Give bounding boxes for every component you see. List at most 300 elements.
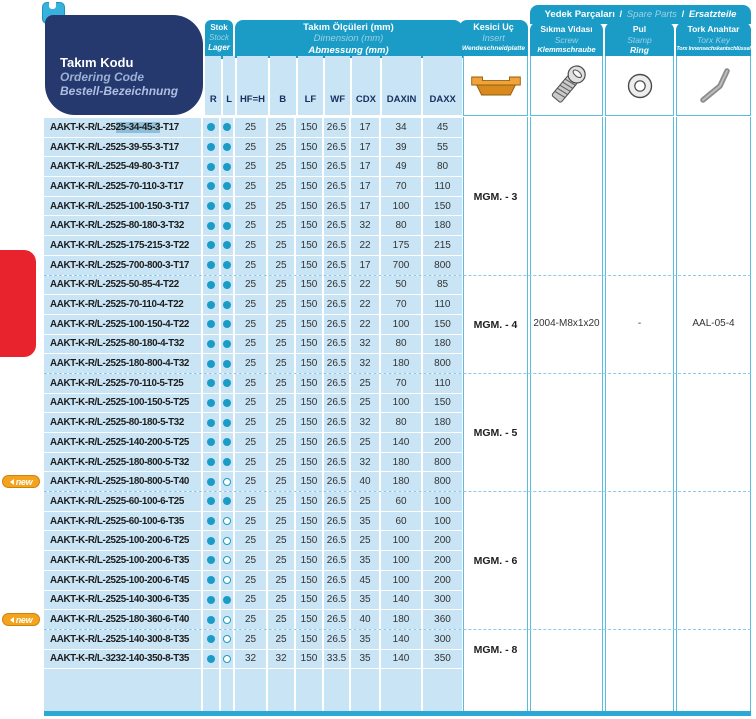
stock-dot-filled	[207, 222, 215, 230]
tool-code: AAKT-K-R/L-2525-175-215-3-T22	[44, 236, 201, 255]
stock-r-cell	[203, 610, 219, 629]
stock-r-cell	[203, 492, 219, 511]
dim-value: 25	[351, 492, 379, 511]
tool-code: AAKT-K-R/L-2525-700-800-3-T17	[44, 256, 201, 275]
dim-value: 150	[296, 236, 322, 255]
dim-value: 110	[423, 295, 462, 314]
dim-value: 40	[351, 610, 379, 629]
dim-value: 50	[381, 276, 421, 295]
dim-value: 25	[235, 630, 266, 649]
dim-value: 26.5	[324, 413, 349, 432]
stock-r-cell	[203, 650, 219, 669]
stock-dot-filled	[207, 379, 215, 387]
stock-dot-filled	[207, 281, 215, 289]
dim-value: 140	[381, 630, 421, 649]
stock-r-cell	[203, 551, 219, 570]
dim-value: 25	[268, 118, 294, 137]
table-row	[44, 571, 462, 591]
dim-value: 25	[235, 531, 266, 550]
table-row	[44, 177, 462, 197]
dim-value: 26.5	[324, 610, 349, 629]
dim-value: 25	[268, 374, 294, 393]
dim-value: 26.5	[324, 531, 349, 550]
stock-de: Lager	[208, 42, 230, 52]
dim-value: 25	[268, 512, 294, 531]
table-row	[44, 118, 462, 138]
stock-l-cell	[221, 197, 233, 216]
dim-value: 100	[381, 197, 421, 216]
tool-code: AAKT-K-R/L-2525-70-110-4-T22	[44, 295, 201, 314]
dim-value: 150	[423, 315, 462, 334]
stock-dot-filled	[207, 616, 215, 624]
table-row	[44, 650, 462, 670]
stock-dot-filled	[223, 202, 231, 210]
tool-code: AAKT-K-R/L-2525-100-200-6-T45	[44, 571, 201, 590]
dim-value: 25	[235, 197, 266, 216]
stock-l-cell	[221, 236, 233, 255]
dim-value: 49	[381, 157, 421, 176]
tool-code: AAKT-K-R/L-2525-49-80-3-T17	[44, 157, 201, 176]
dim-value: 35	[351, 551, 379, 570]
dim-value: 100	[381, 394, 421, 413]
torx-de: Torx Innensechskantschlüssel	[676, 46, 751, 53]
stock-dot-filled	[207, 497, 215, 505]
stock-r-cell	[203, 295, 219, 314]
dim-value: 35	[351, 591, 379, 610]
stock-l-cell	[221, 413, 233, 432]
dim-value: 32	[351, 335, 379, 354]
dim-value: 26.5	[324, 472, 349, 491]
dim-value: 25	[235, 354, 266, 373]
dim-value: 150	[296, 374, 322, 393]
table-row	[44, 591, 462, 611]
torx-value: AAL-05-4	[692, 318, 735, 329]
torx-en: Torx Key	[696, 35, 731, 46]
dim-value: 180	[423, 413, 462, 432]
stock-dot-hollow	[223, 576, 231, 584]
insert-header	[459, 20, 528, 58]
dim-value: 25	[268, 236, 294, 255]
dim-de: Abmessung (mm)	[308, 44, 389, 56]
dim-value: 25	[268, 138, 294, 157]
dim-value: 32	[351, 216, 379, 235]
stock-r-cell	[203, 236, 219, 255]
tool-code: AAKT-K-R/L-2525-80-180-4-T32	[44, 335, 201, 354]
dim-value: 17	[351, 157, 379, 176]
dim-value: 150	[296, 118, 322, 137]
stock-l-cell	[221, 276, 233, 295]
dim-value: 150	[296, 531, 322, 550]
table-filler-row	[44, 669, 462, 711]
dim-value: 25	[235, 157, 266, 176]
dim-value: 25	[268, 335, 294, 354]
insert-tr: Kesici Uç	[473, 22, 514, 32]
stock-l-cell	[221, 453, 233, 472]
dim-value: 150	[296, 413, 322, 432]
dim-value: 25	[235, 472, 266, 491]
screw-tr: Sıkma Vidası	[540, 24, 593, 34]
table-row	[44, 197, 462, 217]
dim-value: 45	[351, 571, 379, 590]
stock-r-cell	[203, 394, 219, 413]
tool-code: AAKT-K-R/L-2525-100-200-6-T35	[44, 551, 201, 570]
dim-value: 25	[268, 197, 294, 216]
screw-column	[530, 117, 603, 711]
dim-value: 25	[268, 630, 294, 649]
dim-value: 25	[235, 256, 266, 275]
dim-value: 17	[351, 118, 379, 137]
stock-l-cell	[221, 354, 233, 373]
dim-value: 100	[381, 551, 421, 570]
tool-code: AAKT-K-R/L-2525-180-800-5-T40 new	[44, 472, 201, 491]
dim-value: 35	[351, 512, 379, 531]
dim-value: 150	[296, 394, 322, 413]
dim-value: 25	[235, 551, 266, 570]
table-row	[44, 374, 462, 394]
stock-r-cell	[203, 531, 219, 550]
stock-dot-hollow	[223, 655, 231, 663]
dim-value: 26.5	[324, 157, 349, 176]
stock-l-cell	[221, 472, 233, 491]
dim-value: 26.5	[324, 394, 349, 413]
stock-tr: Stok	[210, 23, 228, 32]
dim-value: 26.5	[324, 453, 349, 472]
dim-value: 25	[351, 374, 379, 393]
table-row	[44, 216, 462, 236]
dim-value: 25	[268, 531, 294, 550]
tool-code: AAKT-K-R/L-2525-100-150-4-T22	[44, 315, 201, 334]
dim-value: 110	[423, 374, 462, 393]
dim-value: 70	[381, 177, 421, 196]
stock-dot-filled	[223, 458, 231, 466]
spare-de: Ersatzteile	[688, 9, 737, 20]
dim-value: 25	[268, 453, 294, 472]
stock-dot-filled	[207, 399, 215, 407]
stock-l-cell	[221, 177, 233, 196]
table-row	[44, 335, 462, 355]
group-separator	[44, 373, 751, 374]
stock-r-cell	[203, 571, 219, 590]
dim-value: 360	[423, 610, 462, 629]
insert-group-label: MGM. - 6	[473, 555, 518, 568]
dim-value: 26.5	[324, 276, 349, 295]
dim-value: 800	[423, 453, 462, 472]
dim-value: 700	[381, 256, 421, 275]
stock-dot-filled	[207, 182, 215, 190]
dim-tr: Takım Ölçüleri (mm)	[303, 22, 394, 33]
spare-tr: Yedek Parçaları	[544, 9, 615, 20]
table-row	[44, 531, 462, 551]
tool-code: AAKT-K-R/L-3232-140-350-8-T35	[44, 650, 201, 669]
dim-value: 25	[351, 433, 379, 452]
tool-code: AAKT-K-R/L-2525-100-200-6-T25	[44, 531, 201, 550]
tool-code: AAKT-K-R/L-2525-100-150-3-T17	[44, 197, 201, 216]
stock-r-cell	[203, 413, 219, 432]
tool-code: AAKT-K-R/L-2525-80-180-5-T32	[44, 413, 201, 432]
stock-l-cell	[221, 157, 233, 176]
dim-value: 85	[423, 276, 462, 295]
dim-value: 25	[235, 433, 266, 452]
dim-value: 200	[423, 551, 462, 570]
stock-dot-filled	[223, 340, 231, 348]
tool-code: AAKT-K-R/L-25 25-34-45-3 -T17	[44, 118, 201, 137]
torx-column	[676, 117, 751, 711]
stock-dot-hollow	[223, 517, 231, 525]
stock-dot-filled	[207, 517, 215, 525]
title-tr: Takım Kodu	[60, 55, 134, 70]
dim-value: 60	[381, 492, 421, 511]
dim-value: 25	[268, 256, 294, 275]
dim-value: 26.5	[324, 591, 349, 610]
dimensions-header	[235, 20, 462, 58]
dim-value: 150	[296, 276, 322, 295]
text-selection: 25-34-45-3	[115, 121, 161, 133]
dim-value: 26.5	[324, 118, 349, 137]
dim-value: 140	[381, 650, 421, 669]
dim-value: 25	[235, 394, 266, 413]
stock-dot-filled	[223, 438, 231, 446]
stock-dot-filled	[207, 596, 215, 604]
stock-dot-filled	[207, 478, 215, 486]
dim-value: 26.5	[324, 236, 349, 255]
new-badge-arrow-icon	[10, 617, 14, 623]
dim-value: 150	[296, 512, 322, 531]
dim-value: 25	[268, 177, 294, 196]
stock-header	[205, 20, 233, 59]
dim-value: 150	[296, 315, 322, 334]
stock-dot-filled	[223, 222, 231, 230]
stock-r-cell	[203, 315, 219, 334]
table-row	[44, 512, 462, 532]
dim-value: 150	[296, 472, 322, 491]
dim-value: 25	[235, 591, 266, 610]
stock-dot-hollow	[223, 616, 231, 624]
stock-dot-filled	[207, 360, 215, 368]
dim-value: 25	[268, 315, 294, 334]
stock-dot-filled	[207, 340, 215, 348]
tool-code: AAKT-K-R/L-2525-180-800-4-T32	[44, 354, 201, 373]
dim-value: 17	[351, 138, 379, 157]
tool-code: AAKT-K-R/L-2525-140-300-8-T35	[44, 630, 201, 649]
dim-value: 25	[235, 276, 266, 295]
dim-value: 25	[268, 295, 294, 314]
dim-value: 22	[351, 295, 379, 314]
dim-value: 35	[351, 650, 379, 669]
dim-value: 26.5	[324, 315, 349, 334]
dim-value: 150	[296, 335, 322, 354]
new-badge	[2, 613, 40, 626]
dim-value: 100	[423, 512, 462, 531]
table-row	[44, 551, 462, 571]
dim-value: 150	[296, 157, 322, 176]
table-row	[44, 413, 462, 433]
dim-value: 26.5	[324, 177, 349, 196]
stock-dot-hollow	[223, 478, 231, 486]
table-row	[44, 157, 462, 177]
dim-value: 80	[381, 335, 421, 354]
insert-group-label: MGM. - 5	[473, 427, 518, 440]
new-badge-arrow-icon	[10, 479, 14, 485]
dim-value: 150	[296, 492, 322, 511]
dim-value: 70	[381, 295, 421, 314]
dim-value: 25	[351, 394, 379, 413]
insert-icon	[469, 73, 523, 99]
washer-icon-cell	[605, 56, 674, 116]
table-row	[44, 138, 462, 158]
table-row	[44, 354, 462, 374]
stock-l-cell	[221, 492, 233, 511]
stock-dot-filled	[207, 261, 215, 269]
dim-value: 45	[423, 118, 462, 137]
stock-dot-filled	[223, 241, 231, 249]
stock-dot-filled	[223, 596, 231, 604]
tool-code: AAKT-K-R/L-2525-39-55-3-T17	[44, 138, 201, 157]
stock-dot-filled	[207, 241, 215, 249]
dim-value: 110	[423, 177, 462, 196]
table-row	[44, 236, 462, 256]
stock-r-cell	[203, 453, 219, 472]
table-row	[44, 630, 462, 650]
stock-l-cell	[221, 216, 233, 235]
dim-value: 350	[423, 650, 462, 669]
stock-r-cell	[203, 630, 219, 649]
title-en: Ordering Code	[60, 70, 145, 85]
stock-r-cell	[203, 138, 219, 157]
new-badge-label: new	[15, 476, 33, 487]
dim-value: 140	[381, 591, 421, 610]
stock-r-cell	[203, 216, 219, 235]
stock-l-cell	[221, 531, 233, 550]
stock-dot-filled	[223, 301, 231, 309]
tool-code: AAKT-K-R/L-2525-60-100-6-T35	[44, 512, 201, 531]
dim-value: 800	[423, 472, 462, 491]
stock-dot-filled	[207, 537, 215, 545]
tool-code: AAKT-K-R/L-2525-70-110-5-T25	[44, 374, 201, 393]
table-row	[44, 276, 462, 296]
stock-dot-filled	[207, 458, 215, 466]
stock-l-cell	[221, 512, 233, 531]
column-headers	[44, 56, 462, 115]
dim-value: 80	[381, 413, 421, 432]
dim-value: 25	[235, 118, 266, 137]
dim-value: 25	[235, 453, 266, 472]
dim-value: 25	[235, 492, 266, 511]
dim-value: 150	[296, 177, 322, 196]
dim-value: 25	[235, 374, 266, 393]
dim-value: 25	[268, 591, 294, 610]
stock-l-cell	[221, 591, 233, 610]
insert-group-label: MGM. - 8	[473, 643, 518, 656]
stock-r-cell	[203, 118, 219, 137]
stock-l-cell	[221, 650, 233, 669]
dim-value: 26.5	[324, 256, 349, 275]
dim-value: 800	[423, 256, 462, 275]
stock-dot-hollow	[223, 635, 231, 643]
dim-value: 150	[296, 630, 322, 649]
spare-parts-banner: Yedek Parçaları / Spare Parts / Ersatzteile	[530, 5, 751, 24]
dim-value: 26.5	[324, 551, 349, 570]
stock-l-cell	[221, 138, 233, 157]
table-row	[44, 492, 462, 512]
dim-value: 150	[296, 551, 322, 570]
dim-value: 150	[296, 650, 322, 669]
spare-en: Spare Parts	[626, 9, 677, 20]
dim-value: 180	[381, 472, 421, 491]
dim-value: 22	[351, 276, 379, 295]
dim-value: 25	[268, 551, 294, 570]
col-header-wf: WF	[325, 56, 350, 115]
dim-value: 25	[235, 610, 266, 629]
insert-group-label: MGM. - 4	[473, 318, 518, 331]
stock-l-cell	[221, 374, 233, 393]
screw-icon	[544, 62, 590, 110]
dim-value: 32	[235, 650, 266, 669]
insert-en: Insert	[482, 33, 505, 44]
stock-dot-filled	[223, 419, 231, 427]
insert-de: Wendeschneidplatte	[461, 44, 526, 52]
stock-l-cell	[221, 433, 233, 452]
dim-value: 22	[351, 315, 379, 334]
dim-en: Dimension (mm)	[313, 33, 384, 45]
dim-value: 25	[268, 472, 294, 491]
stock-l-cell	[221, 295, 233, 314]
stock-r-cell	[203, 591, 219, 610]
dim-value: 180	[381, 610, 421, 629]
dim-value: 100	[381, 315, 421, 334]
stock-r-cell	[203, 433, 219, 452]
dim-value: 300	[423, 630, 462, 649]
stock-l-cell	[221, 256, 233, 275]
stock-r-cell	[203, 472, 219, 491]
dim-value: 25	[268, 610, 294, 629]
dim-value: 25	[268, 394, 294, 413]
stock-en: Stock	[208, 32, 229, 42]
dim-value: 25	[268, 276, 294, 295]
dim-value: 80	[381, 216, 421, 235]
dim-value: 25	[235, 295, 266, 314]
screw-header	[530, 22, 603, 58]
stock-dot-filled	[223, 143, 231, 151]
stock-r-cell	[203, 256, 219, 275]
stock-r-cell	[203, 157, 219, 176]
dim-value: 150	[296, 453, 322, 472]
dim-value: 25	[268, 216, 294, 235]
group-separator	[44, 629, 751, 630]
dim-value: 150	[296, 591, 322, 610]
table-body-rows	[15, 118, 462, 711]
dim-value: 25	[268, 492, 294, 511]
dim-value: 25	[351, 531, 379, 550]
table-row	[15, 610, 462, 630]
dim-value: 180	[423, 216, 462, 235]
stock-dot-filled	[223, 497, 231, 505]
ring-value: -	[637, 318, 642, 329]
stock-dot-filled	[207, 301, 215, 309]
dim-value: 100	[423, 492, 462, 511]
dim-value: 25	[235, 512, 266, 531]
dim-value: 26.5	[324, 295, 349, 314]
dim-value: 150	[423, 394, 462, 413]
dim-value: 25	[235, 571, 266, 590]
title-de: Bestell-Bezeichnung	[60, 84, 179, 99]
dim-value: 100	[381, 531, 421, 550]
stock-r-cell	[203, 335, 219, 354]
dim-value: 26.5	[324, 433, 349, 452]
dim-value: 200	[423, 433, 462, 452]
dim-value: 26.5	[324, 492, 349, 511]
tool-code: AAKT-K-R/L-2525-60-100-6-T25	[44, 492, 201, 511]
tool-code: AAKT-K-R/L-2525-140-300-6-T35	[44, 591, 201, 610]
